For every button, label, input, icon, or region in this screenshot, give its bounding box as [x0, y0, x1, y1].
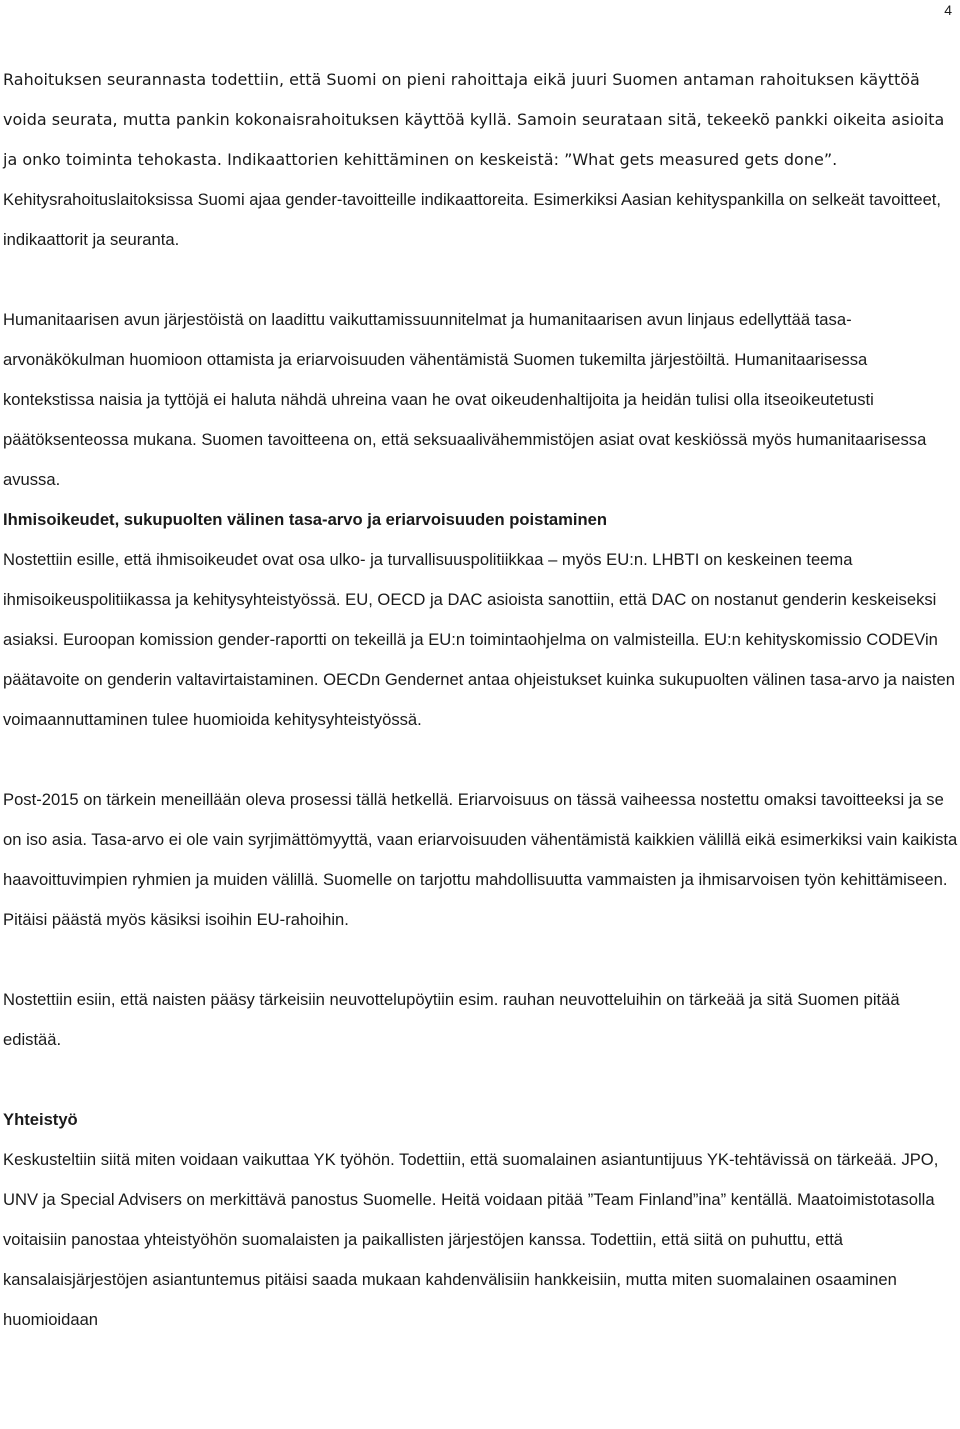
- heading-cooperation: Yhteistyö: [3, 1110, 78, 1129]
- paragraph-cooperation: Keskusteltiin siitä miten voidaan vaikuttaa YK työhön. Todettiin, että suomalainen asiantuntijuus YK-tehtävissä on tärkeää. JPO, UNV ja Special Advisers on merkittävä panostus Suomelle. Heitä voidaan pitää ”Team Finland”ina” kentällä. Maatoimistotasolla voitaisiin panostaa yhteistyöhön suomalaisten ja paikallisten järjestöjen kanssa. Todettiin, että siitä on puhuttu, että kansalaisjärjestöjen asiantuntemus pitäisi saada mukaan kahdenvälisiin hankkeisiin, mutta miten suomalainen osaaminen huomioidaan: [3, 1150, 939, 1329]
- document-body: [3, 60, 958, 1340]
- paragraph-human-rights: Nostettiin esille, että ihmisoikeudet ovat osa ulko- ja turvallisuuspolitiikkaa – myös EU:n. LHBTI on keskeinen teema ihmisoikeuspolitiikassa ja kehitysyhteistyössä. EU, OECD ja DAC asioista sanottiin, että DAC on nostanut genderin keskeiseksi asiaksi. Euroopan komission gender-raportti on tekeillä ja EU:n toimintaohjelma on valmisteilla. EU:n kehityskomissio CODEVin päätavoite on genderin valtavirtaistaminen. OECDn Gendernet antaa ohjeistukset kuinka sukupuolten välinen tasa-arvo ja naisten voimaannuttaminen tulee huomioida kehitysyhteistyössä.: [3, 550, 955, 729]
- paragraph-post-2015: Post-2015 on tärkein meneillään oleva prosessi tällä hetkellä. Eriarvoisuus on tässä vaiheessa nostettu omaksi tavoitteeksi ja se on iso asia. Tasa-arvo ei ole vain syrjimättömyyttä, vaan eriarvoisuuden vähentämistä kaikkien välillä eikä esimerkiksi vain kaikista haavoittuvimpien ryhmien ja muiden välillä. Suomelle on tarjottu mahdollisuutta vammaisten ja ihmisarvoisen työn kehittämiseen. Pitäisi päästä myös käsiksi isoihin EU-rahoihin.: [3, 790, 958, 929]
- heading-human-rights: Ihmisoikeudet, sukupuolten välinen tasa-arvo ja eriarvoisuuden poistaminen: [3, 510, 607, 529]
- paragraph-humanitarian-aid: Humanitaarisen avun järjestöistä on laadittu vaikuttamissuunnitelmat ja humanitaarisen avun linjaus edellyttää tasa-arvonäkökulman huomioon ottamista ja eriarvoisuuden vähentämistä Suomen tukemilta järjestöiltä. Humanitaarisessa kontekstissa naisia ja tyttöjä ei haluta nähdä uhreina vaan he ovat oikeudenhaltijoita ja heidän tulisi olla itseoikeutetusti päätöksenteossa mukana. Suomen tavoitteena on, että seksuaalivähemmistöjen asiat ovat keskiössä myös humanitaarisessa avussa.: [3, 310, 927, 489]
- paragraph-funding-monitoring-rest: Kehitysrahoituslaitoksissa Suomi ajaa gender-tavoitteille indikaattoreita. Esimerkiksi Aasian kehityspankilla on selkeät tavoitteet, indikaattorit ja seuranta.: [3, 190, 942, 249]
- page-number: 4: [944, 2, 952, 18]
- paragraph-funding-monitoring-lead: Rahoituksen seurannasta todettiin, että Suomi on pieni rahoittaja eikä juuri Suomen antaman rahoituksen käyttöä voida seurata, mutta pankin kokonaisrahoituksen käyttöä kyllä. Samoin seurataan sitä, tekeekö pankki oikeita asioita ja onko toiminta tehokasta. Indikaattorien kehittäminen on keskeistä: ”What gets measured gets done”.: [3, 70, 945, 169]
- paragraph-funding-monitoring: [3, 60, 958, 260]
- paragraph-negotiations: Nostettiin esiin, että naisten pääsy tärkeisiin neuvottelupöytiin esim. rauhan neuvotteluihin on tärkeää ja sitä Suomen pitää edistää.: [3, 990, 900, 1049]
